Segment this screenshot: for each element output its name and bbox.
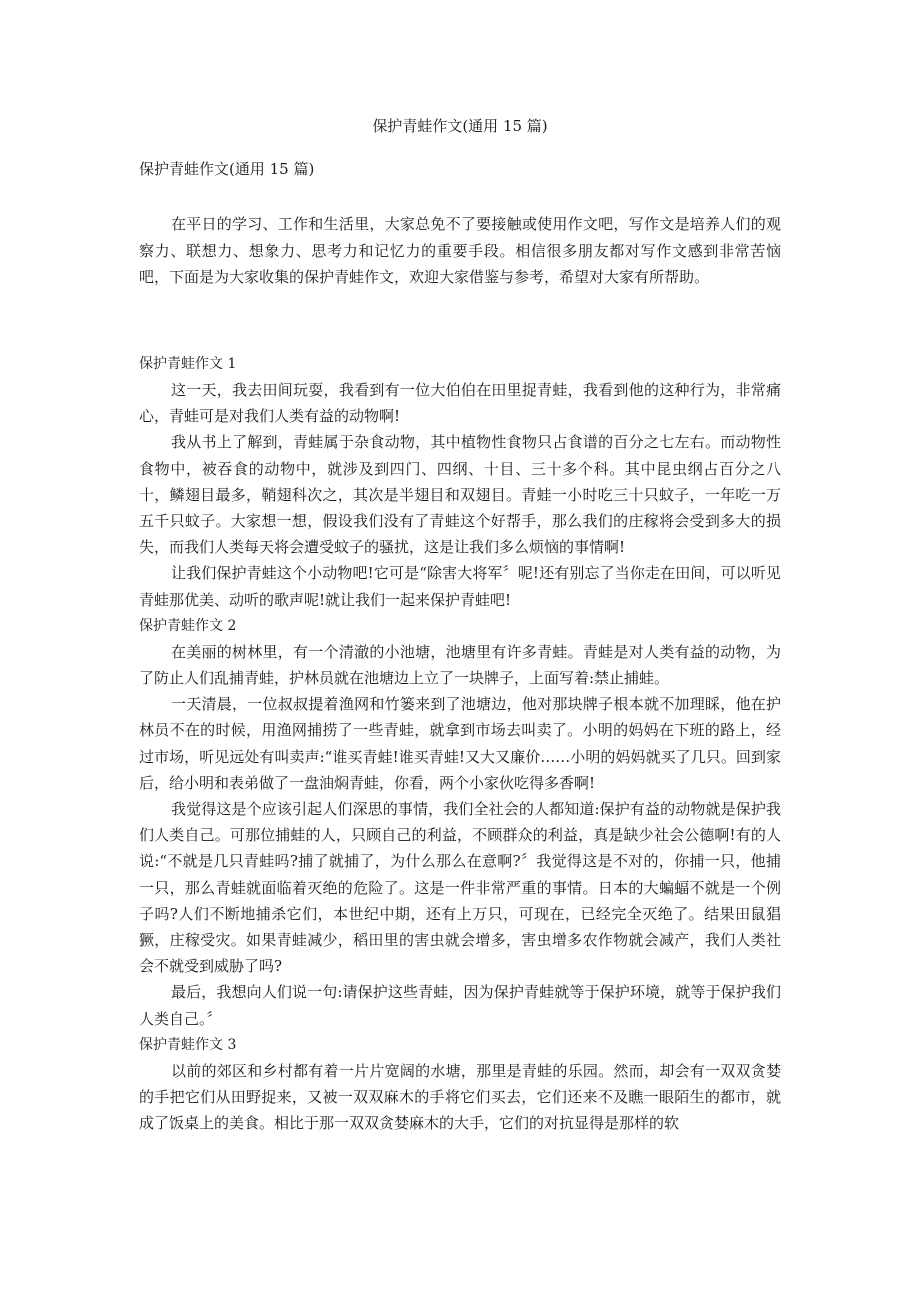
essay-heading: 保护青蛙作文 2: [139, 617, 237, 634]
intro-paragraph: 在平日的学习、工作和生活里，大家总免不了要接触或使用作文吧，写作文是培养人们的观察力、联想力、想象力、思考力和记忆力的重要手段。相信很多朋友都对写作文感到非常苦恼吧，下面是为大家收集的保护青蛙作文，欢迎大家借鉴与参考，希望对大家有所帮助。: [139, 215, 781, 287]
essay-paragraph: 这一天，我去田间玩耍，我看到有一位大伯伯在田里捉青蛙，我看到他的这种行为，非常痛心，青蛙可是对我们人类有益的动物啊!: [139, 381, 781, 426]
document-subtitle: 保护青蛙作文(通用 15 篇): [139, 160, 315, 178]
essay-paragraph: 让我们保护青蛙这个小动物吧!它可是“除害大将军〞呢!还有别忘了当你走在田间，可以听见青蛙那优美、动听的歌声呢!就让我们一起来保护青蛙吧!: [139, 564, 781, 609]
essay-heading: 保护青蛙作文 3: [139, 1036, 237, 1053]
essay-paragraph: 在美丽的树林里，有一个清澈的小池塘，池塘里有许多青蛙。青蛙是对人类有益的动物，为了防止人们乱捕青蛙，护林员就在池塘边上立了一块牌子，上面写着:禁止捕蛙。: [139, 642, 781, 688]
essay-paragraph: 我从书上了解到，青蛙属于杂食动物，其中植物性食物只占食谱的百分之七左右。而动物性食物中，被吞食的动物中，就涉及到四门、四纲、十目、三十多个科。其中昆虫纲占百分之八十，鳞翅目最多，鞘翅科次之，其次是半翅目和双翅目。青蛙一小时吃三十只蚊子，一年吃一万五千只蚊子。大家想一想，假设我们没有了青蛙这个好帮手，那么我们的庄稼将会受到多大的损失，而我们人类每天将会遭受蚊子的骚扰，这是让我们多么烦恼的事情啊!: [139, 433, 781, 557]
document-title: 保护青蛙作文(通用 15 篇): [372, 117, 548, 135]
essay-list: [139, 351, 781, 1136]
essay-heading: 保护青蛙作文 1: [139, 356, 237, 372]
essay-paragraph: 最后，我想向人们说一句:请保护这些青蛙，因为保护青蛙就等于保护环境，就等于保护我们人类自己。〞: [139, 983, 781, 1028]
essay-paragraph: 我觉得这是个应该引起人们深思的事情，我们全社会的人都知道:保护有益的动物就是保护我们人类自己。可那位捕蛙的人，只顾自己的利益，不顾群众的利益，真是缺少社会公德啊!有的人说:“不就是几只青蛙吗?捕了就捕了，为什么那么在意啊?〞我觉得这是不对的，你捕一只，他捕一只，那么青蛙就面临着灭绝的危险了。这是一件非常严重的事情。日本的大蝙蝠不就是一个例子吗?人们不断地捕杀它们，本世纪中期，还有上万只，可现在，已经完全灭绝了。结果田鼠猖獗，庄稼受灾。如果青蛙减少，稻田里的害虫就会增多，害虫增多农作物就会减产，我们人类社会不就受到威胁了吗?: [139, 800, 781, 976]
essay-3: [139, 1032, 781, 1137]
essay-2: [139, 613, 781, 1032]
essay-paragraph: 以前的郊区和乡村都有着一片片宽阔的水塘，那里是青蛙的乐园。然而，却会有一双双贪婪的手把它们从田野捉来，又被一双双麻木的手将它们买去，它们还来不及瞧一眼陌生的都市，就成了饭桌上的美食。相比于那一双双贪婪麻木的大手，它们的对抗显得是那样的软: [139, 1061, 781, 1133]
essay-1: [139, 351, 781, 613]
essay-paragraph: 一天清晨，一位叔叔提着渔网和竹篓来到了池塘边，他对那块牌子根本就不加理睬，他在护林员不在的时候，用渔网捕捞了一些青蛙，就拿到市场去叫卖了。小明的妈妈在下班的路上，经过市场，听见远处有叫卖声:“谁买青蛙!谁买青蛙!又大又廉价……小明的妈妈就买了几只。回到家后，给小明和表弟做了一盘油焖青蛙，你看，两个小家伙吃得多香啊!: [139, 695, 781, 792]
